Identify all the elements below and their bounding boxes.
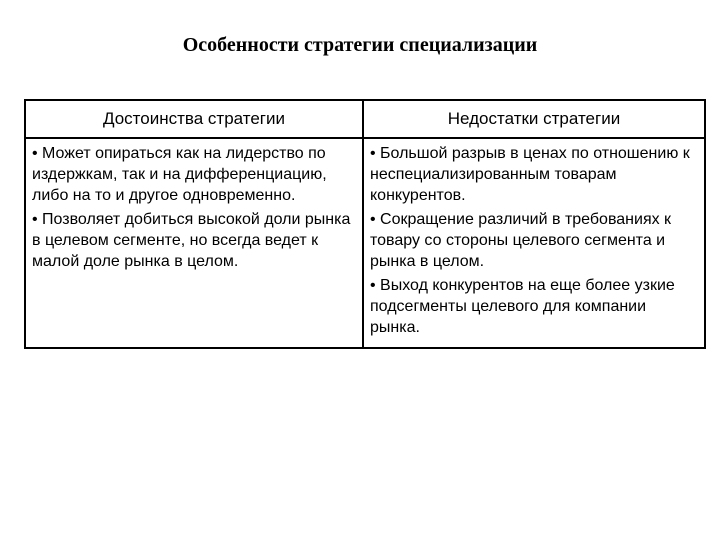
disadvantages-header: Недостатки стратегии: [363, 100, 705, 138]
disadvantage-item: • Большой разрыв в ценах по отношению к неспециализированным товарам конкурентов.: [370, 145, 690, 204]
disadvantages-cell: [363, 138, 705, 348]
advantages-header: Достоинства стратегии: [25, 100, 363, 138]
advantage-item: • Позволяет добиться высокой доли рынка в целевом сегменте, но всегда ведет к малой доле рынка в целом.: [32, 211, 351, 270]
disadvantage-item: • Сокращение различий в требованиях к товару со стороны целевого сегмента и рынка в целом.: [370, 211, 672, 270]
table-header-row: [25, 100, 705, 138]
comparison-table: [24, 99, 706, 349]
disadvantage-item: • Выход конкурентов на еще более узкие подсегменты целевого для компании рынка.: [370, 277, 675, 336]
table-row: [25, 138, 705, 348]
page-title: Особенности стратегии специализации: [182, 34, 538, 56]
advantages-cell: [25, 138, 363, 348]
advantage-item: • Может опираться как на лидерство по издержкам, так и на дифференциацию, либо на то и другое одновременно.: [32, 145, 327, 204]
